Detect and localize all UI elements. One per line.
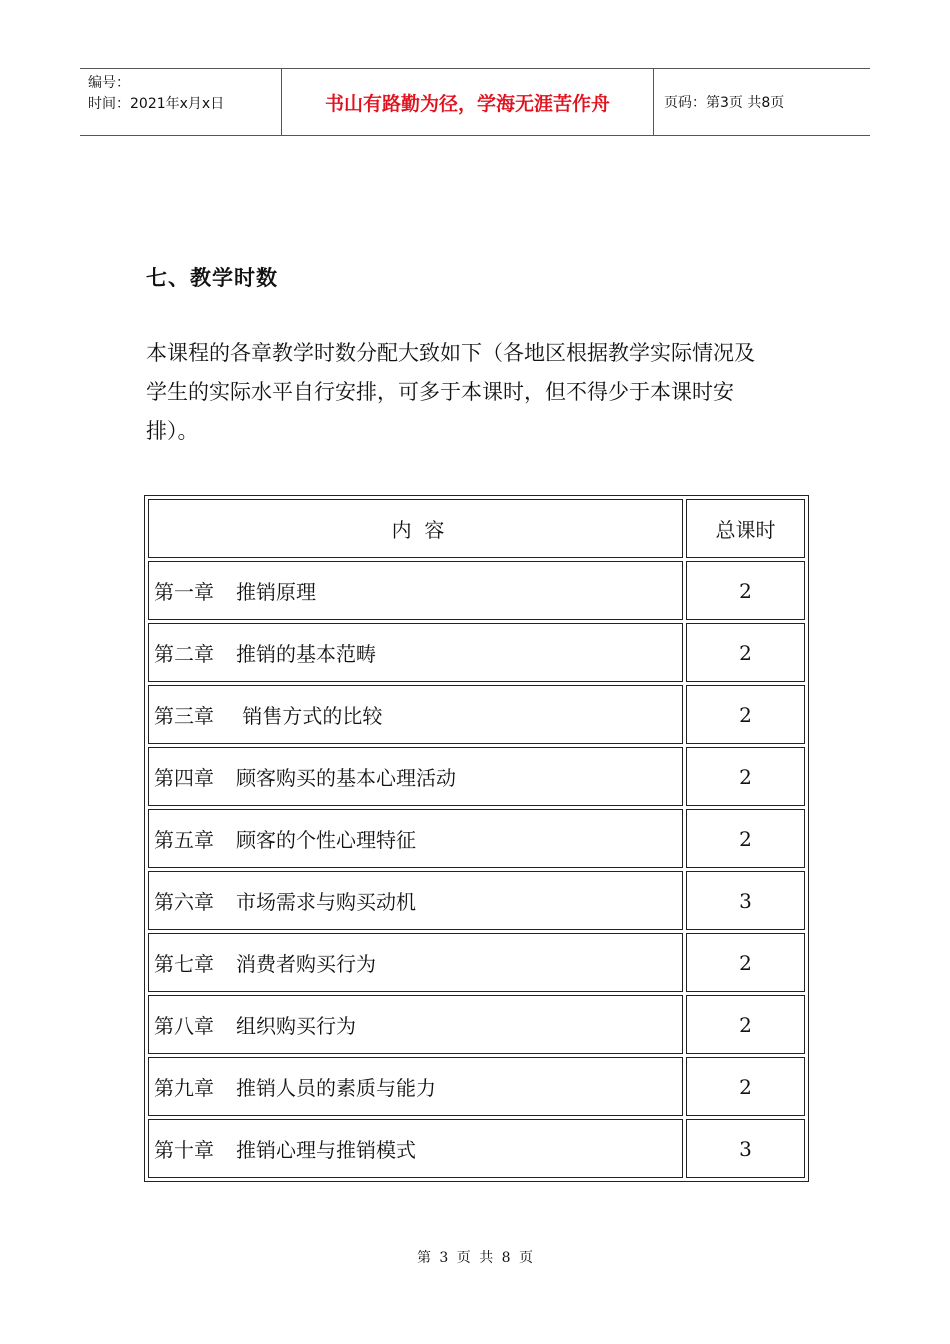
chapter-number: 第五章: [154, 828, 214, 852]
table-row: [148, 623, 805, 682]
hours-cell: 2: [686, 1057, 805, 1116]
chapter-title: 推销心理与推销模式: [236, 1138, 416, 1162]
table-header-row: [148, 499, 805, 558]
chapter-cell: [148, 995, 683, 1054]
chapter-title: 消费者购买行为: [236, 952, 376, 976]
teaching-hours-table: [144, 495, 809, 1182]
chapter-cell: [148, 809, 683, 868]
chapter-cell: [148, 685, 683, 744]
chapter-cell: [148, 747, 683, 806]
intro-line: 学生的实际水平自行安排，可多于本课时，但不得少于本课时安: [146, 380, 734, 404]
chapter-title: 顾客的个性心理特征: [236, 828, 416, 852]
chapter-title: 市场需求与购买动机: [236, 890, 416, 914]
hours-cell: 2: [686, 933, 805, 992]
intro-paragraph: [146, 334, 806, 451]
chapter-cell: [148, 871, 683, 930]
hours-cell: 2: [686, 747, 805, 806]
chapter-title: 推销原理: [236, 580, 316, 604]
table-row: [148, 1119, 805, 1178]
chapter-number: 第十章: [154, 1138, 214, 1162]
hours-cell: 2: [686, 561, 805, 620]
table-row: [148, 1057, 805, 1116]
header-motto: 书山有路勤为径，学海无涯苦作舟: [282, 69, 654, 135]
chapter-title: 顾客购买的基本心理活动: [236, 766, 456, 790]
section-title: 七、教学时数: [146, 266, 278, 290]
document-header: [80, 68, 870, 136]
chapter-cell: [148, 1119, 683, 1178]
table-row: [148, 685, 805, 744]
chapter-number: 第八章: [154, 1014, 214, 1038]
chapter-number: 第三章: [154, 704, 214, 728]
header-number-label: 编号：: [88, 75, 130, 91]
chapter-title: 销售方式的比较: [236, 704, 383, 728]
hours-cell: 2: [686, 809, 805, 868]
chapter-number: 第六章: [154, 890, 214, 914]
chapter-number: 第七章: [154, 952, 214, 976]
chapter-cell: [148, 933, 683, 992]
chapter-title: 推销人员的素质与能力: [236, 1076, 436, 1100]
intro-line: 排）。: [146, 419, 199, 443]
chapter-cell: [148, 623, 683, 682]
header-hours: 总课时: [686, 499, 805, 558]
intro-line: 本课程的各章教学时数分配大致如下（各地区根据教学实际情况及: [146, 341, 755, 365]
chapter-number: 第二章: [154, 642, 214, 666]
header-meta: [80, 69, 282, 135]
table-row: [148, 995, 805, 1054]
table-body: [148, 561, 805, 1178]
header-date-label: 时间：2021年x月x日: [88, 96, 225, 112]
chapter-title: 组织购买行为: [236, 1014, 356, 1038]
chapter-number: 第九章: [154, 1076, 214, 1100]
hours-cell: 3: [686, 871, 805, 930]
chapter-number: 第一章: [154, 580, 214, 604]
table-row: [148, 871, 805, 930]
table-row: [148, 561, 805, 620]
hours-cell: 2: [686, 623, 805, 682]
table-row: [148, 933, 805, 992]
chapter-cell: [148, 1057, 683, 1116]
header-page-label: 页码：第3页 共8页: [664, 95, 785, 111]
table-row: [148, 747, 805, 806]
hours-cell: 3: [686, 1119, 805, 1178]
chapter-title: 推销的基本范畴: [236, 642, 376, 666]
chapter-number: 第四章: [154, 766, 214, 790]
header-content: 内 容: [148, 499, 683, 558]
page-footer: 第 3 页 共 8 页: [416, 1250, 534, 1266]
chapter-cell: [148, 561, 683, 620]
hours-cell: 2: [686, 995, 805, 1054]
table-row: [148, 809, 805, 868]
hours-cell: 2: [686, 685, 805, 744]
